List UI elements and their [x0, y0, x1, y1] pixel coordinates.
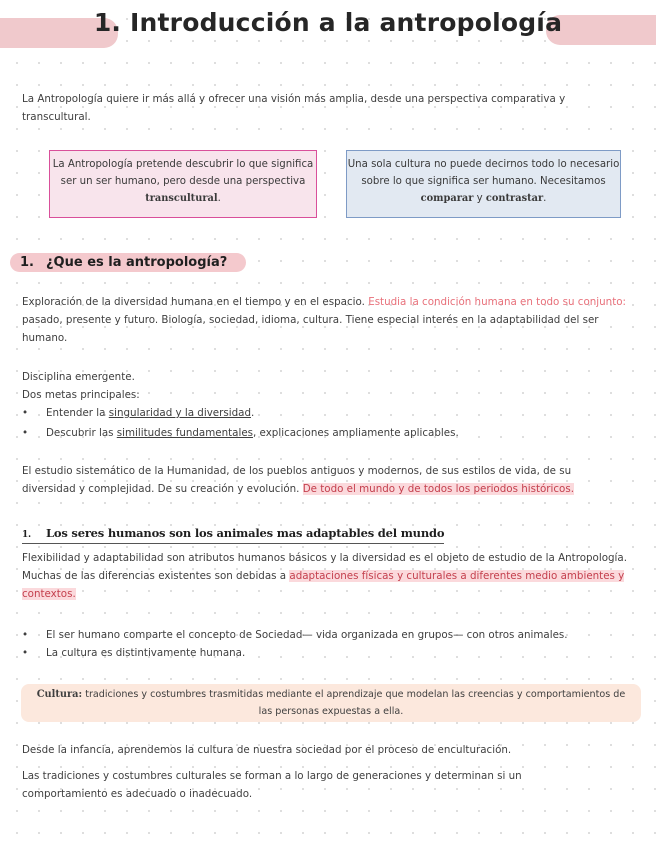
box-right-end: .	[543, 193, 547, 204]
bullet2-underlined: similitudes fundamentales	[116, 427, 254, 439]
list-item: • El ser humano comparte el concepto de Sociedad— vida organizada en grupos— con otros animales.	[22, 629, 568, 641]
section2-paragraph	[22, 549, 634, 603]
bullet1-underlined: singularidad y la diversidad	[108, 407, 251, 419]
bullet2-end: , explicaciones ampliamente aplicables.	[253, 427, 459, 439]
bullet2-pre: Descubrir las	[46, 427, 114, 439]
box-right-bold1: comparar	[420, 193, 474, 204]
p1-end: pasado, presente y futuro. Biología, sociedad, idioma, cultura. Tiene especial interés en la adaptabilidad del ser humano.	[22, 314, 599, 344]
section2-title: Los seres humanos son los animales mas adaptables del mundo	[46, 526, 445, 540]
culture-definition-callout	[21, 684, 641, 722]
box-right-text: Una sola cultura no puede decirnos todo lo necesario sobre lo que significa ser humano. Necesitamos	[347, 159, 620, 187]
list-item: • La cultura es distintivamente humana.	[22, 647, 246, 659]
bullet1-pre: Entender la	[46, 407, 106, 419]
s2-p-highlight: adaptaciones físicas y culturales a diferentes medio ambientes y contextos.	[22, 570, 625, 600]
callout-box-right	[346, 150, 621, 218]
callout-text: tradiciones y costumbres trasmitidas mediante el aprendizaje que modelan las creencias y comportamientos de las personas expuestas a ella.	[85, 689, 626, 717]
list-item: • Descubrir las similitudes fundamentales, explicaciones ampliamente aplicables.	[22, 427, 459, 439]
section1-number: 1.	[20, 255, 34, 270]
s2-bullet1: El ser humano comparte el concepto de Sociedad— vida organizada en grupos— con otros animales.	[46, 629, 568, 641]
box-left-text: La Antropología pretende descubrir lo que significa ser un ser humano, pero desde una perspectiva	[52, 159, 314, 187]
intro-paragraph: La Antropología quiere ir más allá y ofrecer una visión más amplia, desde una perspectiva comparativa y transcultural.	[22, 93, 566, 123]
p2-start: El estudio sistemático de la Humanidad, de los pueblos antiguos y modernos, de sus estilos de vida, de su diversidad y complejidad. De su creación y evolución.	[22, 465, 572, 495]
section2-heading	[22, 526, 444, 544]
list-item: • Entender la singularidad y la diversidad.	[22, 407, 255, 419]
p2-highlight: De todo el mundo y de todos los periodos históricos.	[302, 483, 574, 495]
traditions-paragraph: Las tradiciones y costumbres culturales se forman a lo largo de generaciones y determinan si un comportamiento es adecuado o inadecuado.	[22, 770, 522, 800]
section1-paragraph2	[22, 462, 622, 498]
line-metas: Dos metas principales:	[22, 389, 140, 401]
p1-red: Estudia la condición humana en todo su conjunto:	[368, 296, 627, 308]
s2-p-start: Flexibilidad y adaptabilidad son atributos humanos básicos y la diversidad es el objeto de estudio de la Antropología. Muchas de las diferencias existentes son debidas a	[22, 552, 628, 582]
box-right-mid: y	[476, 193, 483, 204]
box-left-bold: transcultural	[145, 193, 218, 204]
box-right-bold2: contrastar	[485, 193, 544, 204]
page-title: 1. Introducción a la antropología	[93, 8, 563, 37]
enculturation-paragraph: Desde la infancia, aprendemos la cultura de nuestra sociedad por el proceso de enculturación.	[22, 744, 512, 756]
line-disciplina: Disciplina emergente.	[22, 371, 135, 383]
s2-bullet2: La cultura es distintivamente humana.	[46, 647, 246, 659]
bullet1-end: .	[250, 407, 255, 419]
p1-start: Exploración de la diversidad humana en el tiempo y en el espacio.	[22, 296, 365, 308]
callout-box-left	[49, 150, 317, 218]
section1-title: ¿Que es la antropología?	[46, 255, 228, 270]
box-left-end: .	[217, 193, 221, 204]
section1-heading	[20, 253, 227, 272]
section1-paragraph1	[22, 293, 632, 347]
section2-number: 1.	[22, 530, 31, 540]
callout-label: Cultura:	[36, 689, 83, 700]
